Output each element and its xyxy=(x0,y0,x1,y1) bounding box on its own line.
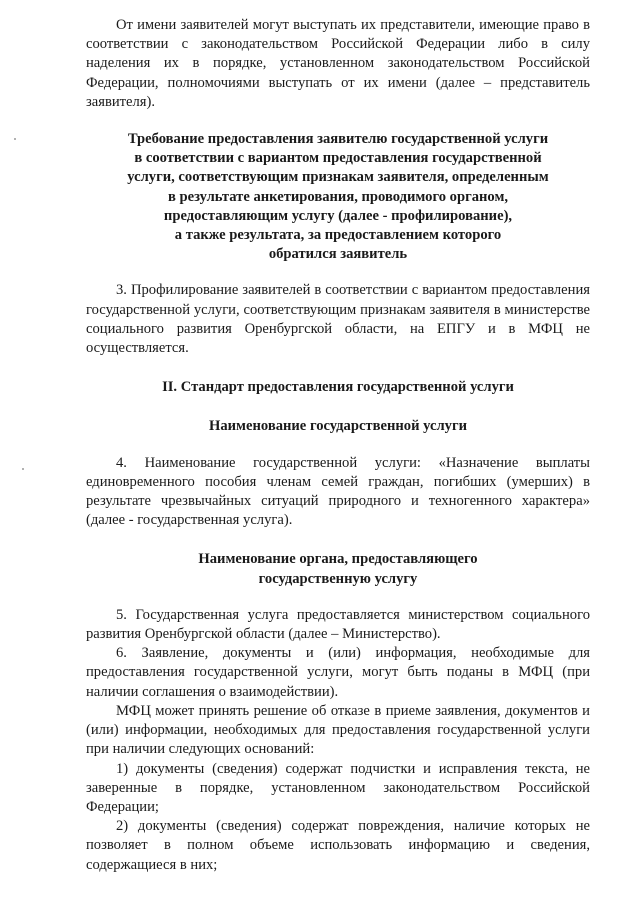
heading-providing-organ xyxy=(86,550,590,588)
heading-line: Требование предоставления заявителю государственной услуги xyxy=(127,131,549,148)
paragraph-5: 5. Государственная услуга предоставляется министерством социального развития Оренбургской области (далее – Министерство). xyxy=(86,606,590,643)
paragraph-6: 6. Заявление, документы и (или) информация, необходимые для предоставления государственной услуги, могут быть поданы в МФЦ (при наличии соглашения о взаимодействии). xyxy=(86,645,590,700)
document-body xyxy=(86,16,590,875)
paragraph-representatives: От имени заявителей могут выступать их представители, имеющие право в соответствии с законодательством Российской Федерации либо в силу наделения их в порядке, установленном законодательством Российской Федерации, полномочиями выступать от их имени (далее – представитель заявителя). xyxy=(86,17,590,110)
heading-line: обратился заявитель xyxy=(268,246,408,263)
scan-speck xyxy=(14,138,16,140)
heading-line: услуги, соответствующим признакам заявителя, определенным xyxy=(127,169,549,186)
paragraph-3: 3. Профилирование заявителей в соответствии с вариантом предоставления государственной услуги, соответствующим признакам заявителя в министерстве социального развития Оренбургской области, на ЕПГУ и в МФЦ не осуществляется. xyxy=(86,282,590,357)
list-item-2: 2) документы (сведения) содержат повреждения, наличие которых не позволяет в полном объеме использовать информацию и сведения, содержащиеся в них; xyxy=(86,818,590,873)
heading-line: предоставляющим услугу (далее - профилирование), xyxy=(163,207,513,224)
section-heading-standard: II. Стандарт предоставления государственной услуги xyxy=(162,379,514,396)
heading-profiling-requirement xyxy=(86,130,590,264)
list-item-1: 1) документы (сведения) содержат подчистки и исправления текста, не заверенные в порядке, установленном законодательством Российской Федерации; xyxy=(86,760,590,815)
heading-line: в результате анкетирования, проводимого органом, xyxy=(167,188,509,205)
heading-service-name: Наименование государственной услуги xyxy=(209,418,467,435)
heading-line: а также результата, за предоставлением которого xyxy=(174,227,502,244)
heading-line: Наименование органа, предоставляющего xyxy=(198,551,478,568)
scan-speck xyxy=(22,468,24,470)
heading-line: в соответствии с вариантом предоставления государственной xyxy=(134,150,542,167)
paragraph-mfc-refusal: МФЦ может принять решение об отказе в приеме заявления, документов и (или) информации, необходимых для предоставления государственной услуги при наличии следующих оснований: xyxy=(86,702,590,758)
heading-line: государственную услугу xyxy=(258,570,418,587)
paragraph-4: 4. Наименование государственной услуги: «Назначение выплаты единовременного пособия членам семей граждан, погибших (умерших) в результате чрезвычайных ситуаций природного и техногенного характера» (далее - государственная услуга). xyxy=(86,454,590,529)
